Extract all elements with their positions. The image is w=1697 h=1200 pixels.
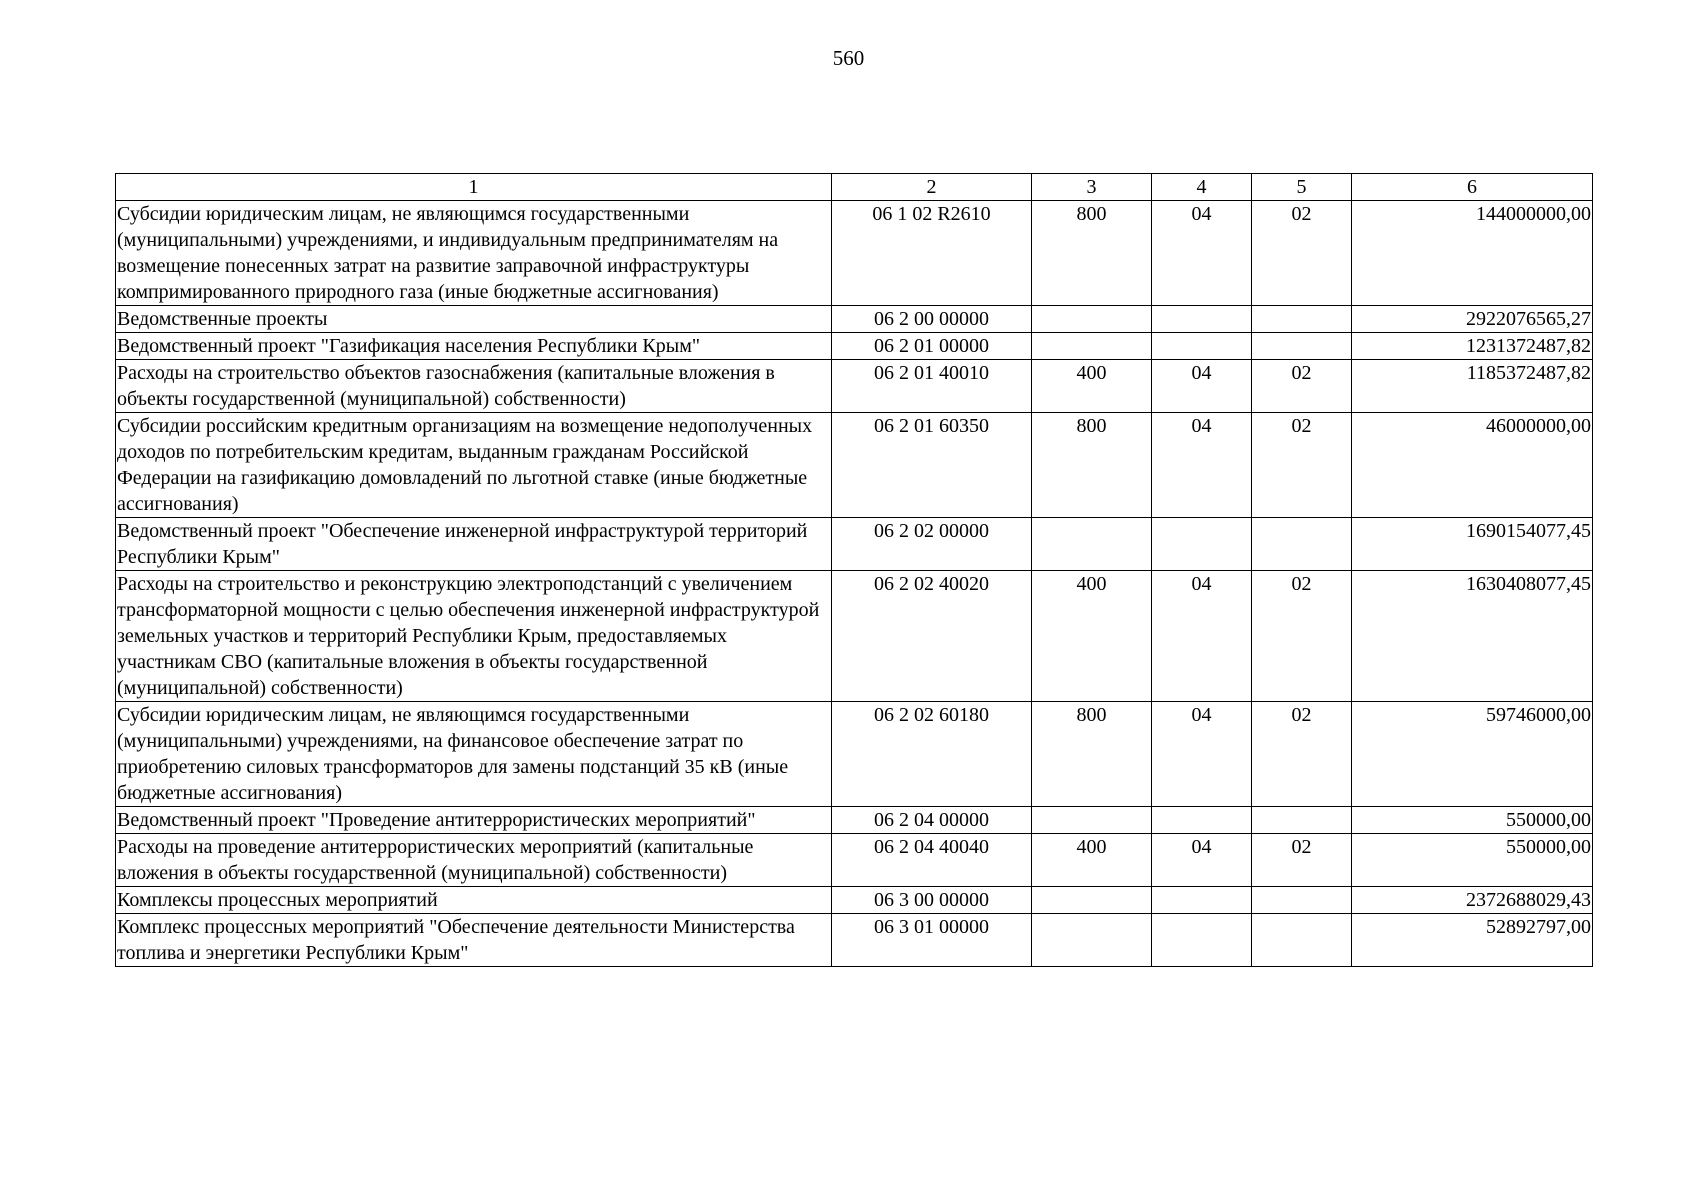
row-expense-type: 800 [1032, 413, 1152, 518]
row-subsection: 02 [1252, 702, 1352, 807]
row-subsection: 02 [1252, 834, 1352, 887]
row-code: 06 2 02 00000 [832, 518, 1032, 571]
column-header-4: 4 [1152, 174, 1252, 201]
row-expense-type: 400 [1032, 834, 1152, 887]
row-expense-type [1032, 518, 1152, 571]
table-row [116, 914, 1593, 967]
row-subsection: 02 [1252, 413, 1352, 518]
row-name: Комплексы процессных мероприятий [116, 887, 832, 914]
row-expense-type: 400 [1032, 360, 1152, 413]
column-header-1: 1 [116, 174, 832, 201]
column-header-2: 2 [832, 174, 1032, 201]
row-code: 06 2 02 40020 [832, 571, 1032, 702]
row-section [1152, 807, 1252, 834]
page-number: 560 [832, 46, 865, 70]
row-amount: 52892797,00 [1352, 914, 1593, 967]
row-name: Ведомственный проект "Проведение антитеррористических мероприятий" [116, 807, 832, 834]
table-row [116, 333, 1593, 360]
row-amount: 2922076565,27 [1352, 306, 1593, 333]
row-expense-type [1032, 807, 1152, 834]
row-amount: 1630408077,45 [1352, 571, 1593, 702]
row-name: Ведомственный проект "Газификация населения Республики Крым" [116, 333, 832, 360]
row-expense-type [1032, 914, 1152, 967]
row-subsection [1252, 807, 1352, 834]
row-section: 04 [1152, 571, 1252, 702]
row-code: 06 2 04 40040 [832, 834, 1032, 887]
row-expense-type: 800 [1032, 201, 1152, 306]
row-section [1152, 333, 1252, 360]
row-name: Ведомственные проекты [116, 306, 832, 333]
row-subsection: 02 [1252, 201, 1352, 306]
row-name: Расходы на строительство объектов газоснабжения (капитальные вложения в объекты государственной (муниципальной) собственности) [116, 360, 832, 413]
row-section: 04 [1152, 834, 1252, 887]
row-code: 06 2 01 40010 [832, 360, 1032, 413]
row-subsection [1252, 333, 1352, 360]
table-row [116, 887, 1593, 914]
row-amount: 144000000,00 [1352, 201, 1593, 306]
row-name: Комплекс процессных мероприятий "Обеспечение деятельности Министерства топлива и энергетики Республики Крым" [116, 914, 832, 967]
row-section: 04 [1152, 702, 1252, 807]
table-row [116, 702, 1593, 807]
row-name: Субсидии юридическим лицам, не являющимся государственными (муниципальными) учреждениями, на финансовое обеспечение затрат по приобретению силовых трансформаторов для замены подстанций 35 кВ (иные бюджетные ассигнования) [116, 702, 832, 807]
column-header-6: 6 [1352, 174, 1593, 201]
row-subsection: 02 [1252, 360, 1352, 413]
column-header-3: 3 [1032, 174, 1152, 201]
row-amount: 1185372487,82 [1352, 360, 1593, 413]
row-expense-type [1032, 887, 1152, 914]
row-name: Субсидии российским кредитным организациям на возмещение недополученных доходов по потребительским кредитам, выданным гражданам Российской Федерации на газификацию домовладений по льготной ставке (иные бюджетные ассигнования) [116, 413, 832, 518]
row-code: 06 1 02 R2610 [832, 201, 1032, 306]
table-row [116, 306, 1593, 333]
table-row [116, 807, 1593, 834]
row-subsection [1252, 306, 1352, 333]
table-row [116, 571, 1593, 702]
row-section: 04 [1152, 201, 1252, 306]
row-amount: 1231372487,82 [1352, 333, 1593, 360]
row-expense-type: 800 [1032, 702, 1152, 807]
row-section [1152, 306, 1252, 333]
header-row [116, 174, 1593, 201]
row-amount: 550000,00 [1352, 807, 1593, 834]
row-amount: 550000,00 [1352, 834, 1593, 887]
row-amount: 46000000,00 [1352, 413, 1593, 518]
table-row [116, 834, 1593, 887]
row-name: Расходы на строительство и реконструкцию электроподстанций с увеличением трансформаторной мощности с целью обеспечения инженерной инфраструктурой земельных участков и территорий Республики Крым, предоставляемых участникам СВО (капитальные вложения в объекты государственной (муниципальной) собственности) [116, 571, 832, 702]
row-section [1152, 518, 1252, 571]
row-amount: 1690154077,45 [1352, 518, 1593, 571]
row-subsection [1252, 518, 1352, 571]
row-code: 06 2 01 60350 [832, 413, 1032, 518]
budget-table [115, 173, 1593, 967]
row-name: Расходы на проведение антитеррористических мероприятий (капитальные вложения в объекты государственной (муниципальной) собственности) [116, 834, 832, 887]
row-section [1152, 887, 1252, 914]
row-subsection [1252, 914, 1352, 967]
row-expense-type: 400 [1032, 571, 1152, 702]
row-subsection: 02 [1252, 571, 1352, 702]
row-section [1152, 914, 1252, 967]
row-name: Субсидии юридическим лицам, не являющимся государственными (муниципальными) учреждениями, и индивидуальным предпринимателям на возмещение понесенных затрат на развитие заправочной инфраструктуры компримированного природного газа (иные бюджетные ассигнования) [116, 201, 832, 306]
row-code: 06 2 00 00000 [832, 306, 1032, 333]
row-expense-type [1032, 306, 1152, 333]
table-row [116, 360, 1593, 413]
row-code: 06 3 01 00000 [832, 914, 1032, 967]
table-row [116, 518, 1593, 571]
row-subsection [1252, 887, 1352, 914]
row-section: 04 [1152, 413, 1252, 518]
row-code: 06 3 00 00000 [832, 887, 1032, 914]
row-code: 06 2 02 60180 [832, 702, 1032, 807]
row-code: 06 2 01 00000 [832, 333, 1032, 360]
row-code: 06 2 04 00000 [832, 807, 1032, 834]
row-amount: 59746000,00 [1352, 702, 1593, 807]
table-row [116, 201, 1593, 306]
column-header-5: 5 [1252, 174, 1352, 201]
table-row [116, 413, 1593, 518]
row-expense-type [1032, 333, 1152, 360]
row-section: 04 [1152, 360, 1252, 413]
row-amount: 2372688029,43 [1352, 887, 1593, 914]
row-name: Ведомственный проект "Обеспечение инженерной инфраструктурой территорий Республики Крым" [116, 518, 832, 571]
